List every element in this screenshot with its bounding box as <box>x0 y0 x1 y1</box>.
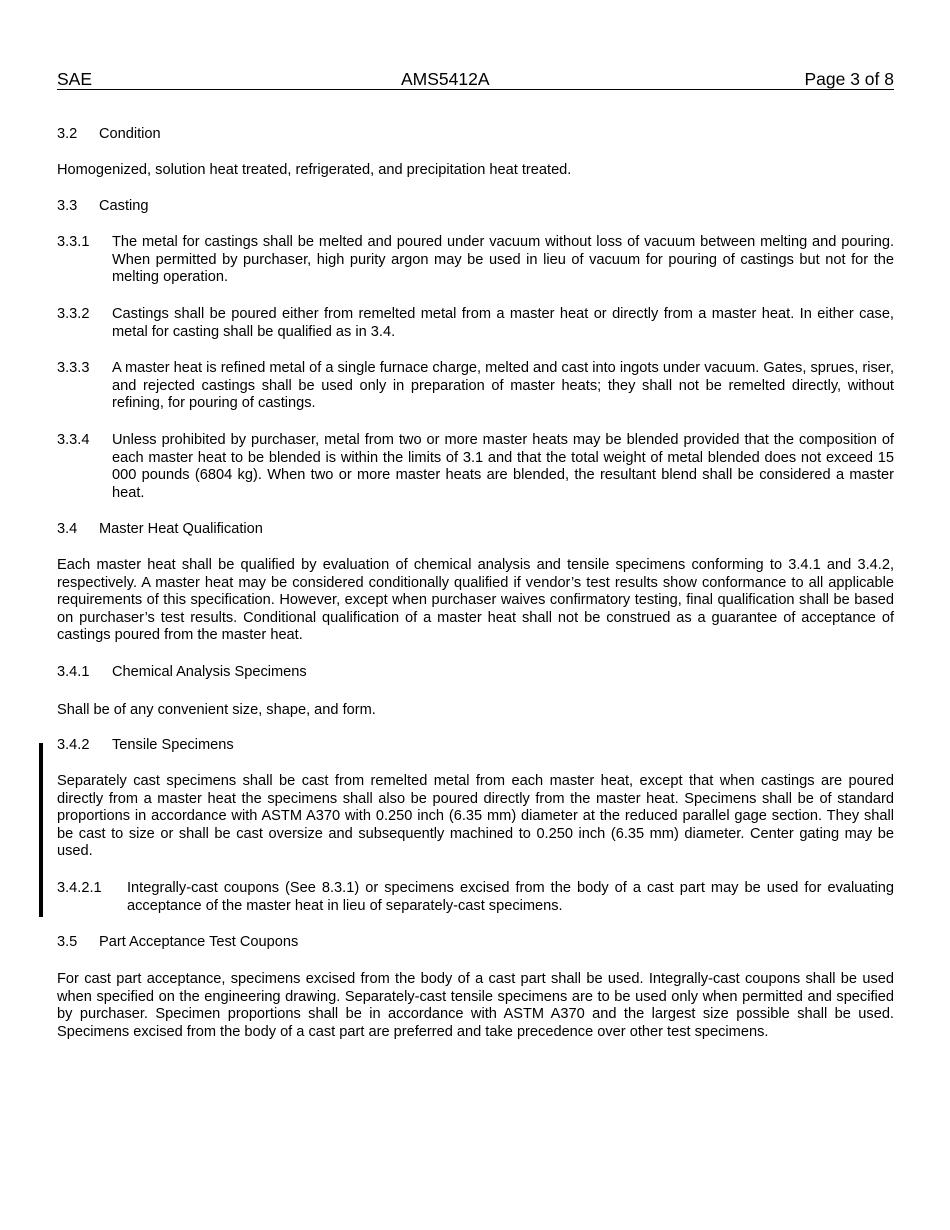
page-header <box>57 69 894 90</box>
section-number: 3.2 <box>57 126 78 142</box>
section-3-2-heading <box>57 126 894 144</box>
section-3-3-2 <box>57 306 894 341</box>
section-3-4-2-heading <box>57 737 894 755</box>
section-3-4-2-1 <box>57 880 894 915</box>
section-3-4-1-text: Shall be of any convenient size, shape, and form. <box>57 702 376 718</box>
section-3-5-text: For cast part acceptance, specimens excised from the body of a cast part shall be used. Integrally-cast coupons shall be used when specified on the engineering drawing. Separately-cast tensile specimens are to be used only when permitted and specified by purchaser. Specimen proportions shall be in accordance with ASTM A370 and the largest size possible shall be used. Specimens excised from the body of a cast part are preferred and take precedence over other test specimens. <box>57 971 894 1040</box>
header-org: SAE <box>57 69 93 89</box>
revision-change-bar <box>39 743 43 917</box>
section-3-4-1-heading <box>57 664 894 682</box>
section-number: 3.3 <box>57 198 78 214</box>
section-3-3-1 <box>57 234 894 287</box>
clause-text: Integrally-cast coupons (See 8.3.1) or specimens excised from the body of a cast part may be used for evaluating acceptance of the master heat in lieu of separately-cast specimens. <box>127 880 894 914</box>
section-title: Casting <box>99 198 149 214</box>
section-3-4-2-text: Separately cast specimens shall be cast from remelted metal from each master heat, except that when castings are poured directly from a master heat the specimens shall also be poured directly from the master heat. Specimens shall be of standard proportions in accordance with ASTM A370 with 0.250 inch (6.35 mm) diameter at the reduced parallel gage section. They shall be cast to size or shall be cast oversize and subsequently machined to 0.250 inch (6.35 mm) diameter. Center gating may be used. <box>57 773 894 860</box>
clause-number: 3.3.4 <box>57 432 90 448</box>
section-3-4-text: Each master heat shall be qualified by evaluation of chemical analysis and tensile specimens conforming to 3.4.1 and 3.4.2, respectively. A master heat may be considered conditionally qualified if vendor’s test results show conformance to all applicable requirements of this specification. However, except when purchaser waives confirmatory testing, final qualification shall be based on purchaser’s test results. Conditional qualification of a master heat shall not be construed as a guarantee of acceptance of castings poured from the master heat. <box>57 557 894 644</box>
clause-text: Castings shall be poured either from remelted metal from a master heat or directly from a master heat. In either case, metal for casting shall be qualified as in 3.4. <box>112 306 894 340</box>
section-3-4-heading <box>57 521 894 539</box>
clause-text: A master heat is refined metal of a single furnace charge, melted and cast into ingots under vacuum. Gates, sprues, riser, and rejected castings shall be used only in preparation of master heats; they shall not be remelted directly, without refining, for pouring of castings. <box>112 360 894 412</box>
section-title: Master Heat Qualification <box>99 521 263 537</box>
clause-number: 3.3.3 <box>57 360 90 376</box>
section-3-3-3 <box>57 360 894 413</box>
header-page-number: Page 3 of 8 <box>804 69 894 89</box>
clause-text: The metal for castings shall be melted and poured under vacuum without loss of vacuum between melting and pouring. When permitted by purchaser, high purity argon may be used in lieu of vacuum for pouring of castings but not for the melting operation. <box>112 234 894 286</box>
clause-text: Unless prohibited by purchaser, metal from two or more master heats may be blended provided that the composition of each master heat to be blended is within the limits of 3.1 and that the total weight of metal blended does not exceed 15 000 pounds (6804 kg). When two or more master heats are blended, the resultant blend shall be considered a master heat. <box>112 432 894 501</box>
section-3-5-heading <box>57 934 894 952</box>
section-title: Chemical Analysis Specimens <box>112 664 307 680</box>
section-3-2-text: Homogenized, solution heat treated, refrigerated, and precipitation heat treated. <box>57 162 572 178</box>
header-doc-number: AMS5412A <box>401 69 490 89</box>
clause-number: 3.4.2.1 <box>57 880 102 896</box>
section-number: 3.4.1 <box>57 664 90 680</box>
section-3-3-heading <box>57 198 894 216</box>
clause-number: 3.3.1 <box>57 234 90 250</box>
section-title: Tensile Specimens <box>112 737 234 753</box>
clause-number: 3.3.2 <box>57 306 90 322</box>
section-title: Part Acceptance Test Coupons <box>99 934 299 950</box>
section-3-3-4 <box>57 432 894 502</box>
section-number: 3.4.2 <box>57 737 90 753</box>
section-number: 3.4 <box>57 521 78 537</box>
section-title: Condition <box>99 126 161 142</box>
section-number: 3.5 <box>57 934 78 950</box>
